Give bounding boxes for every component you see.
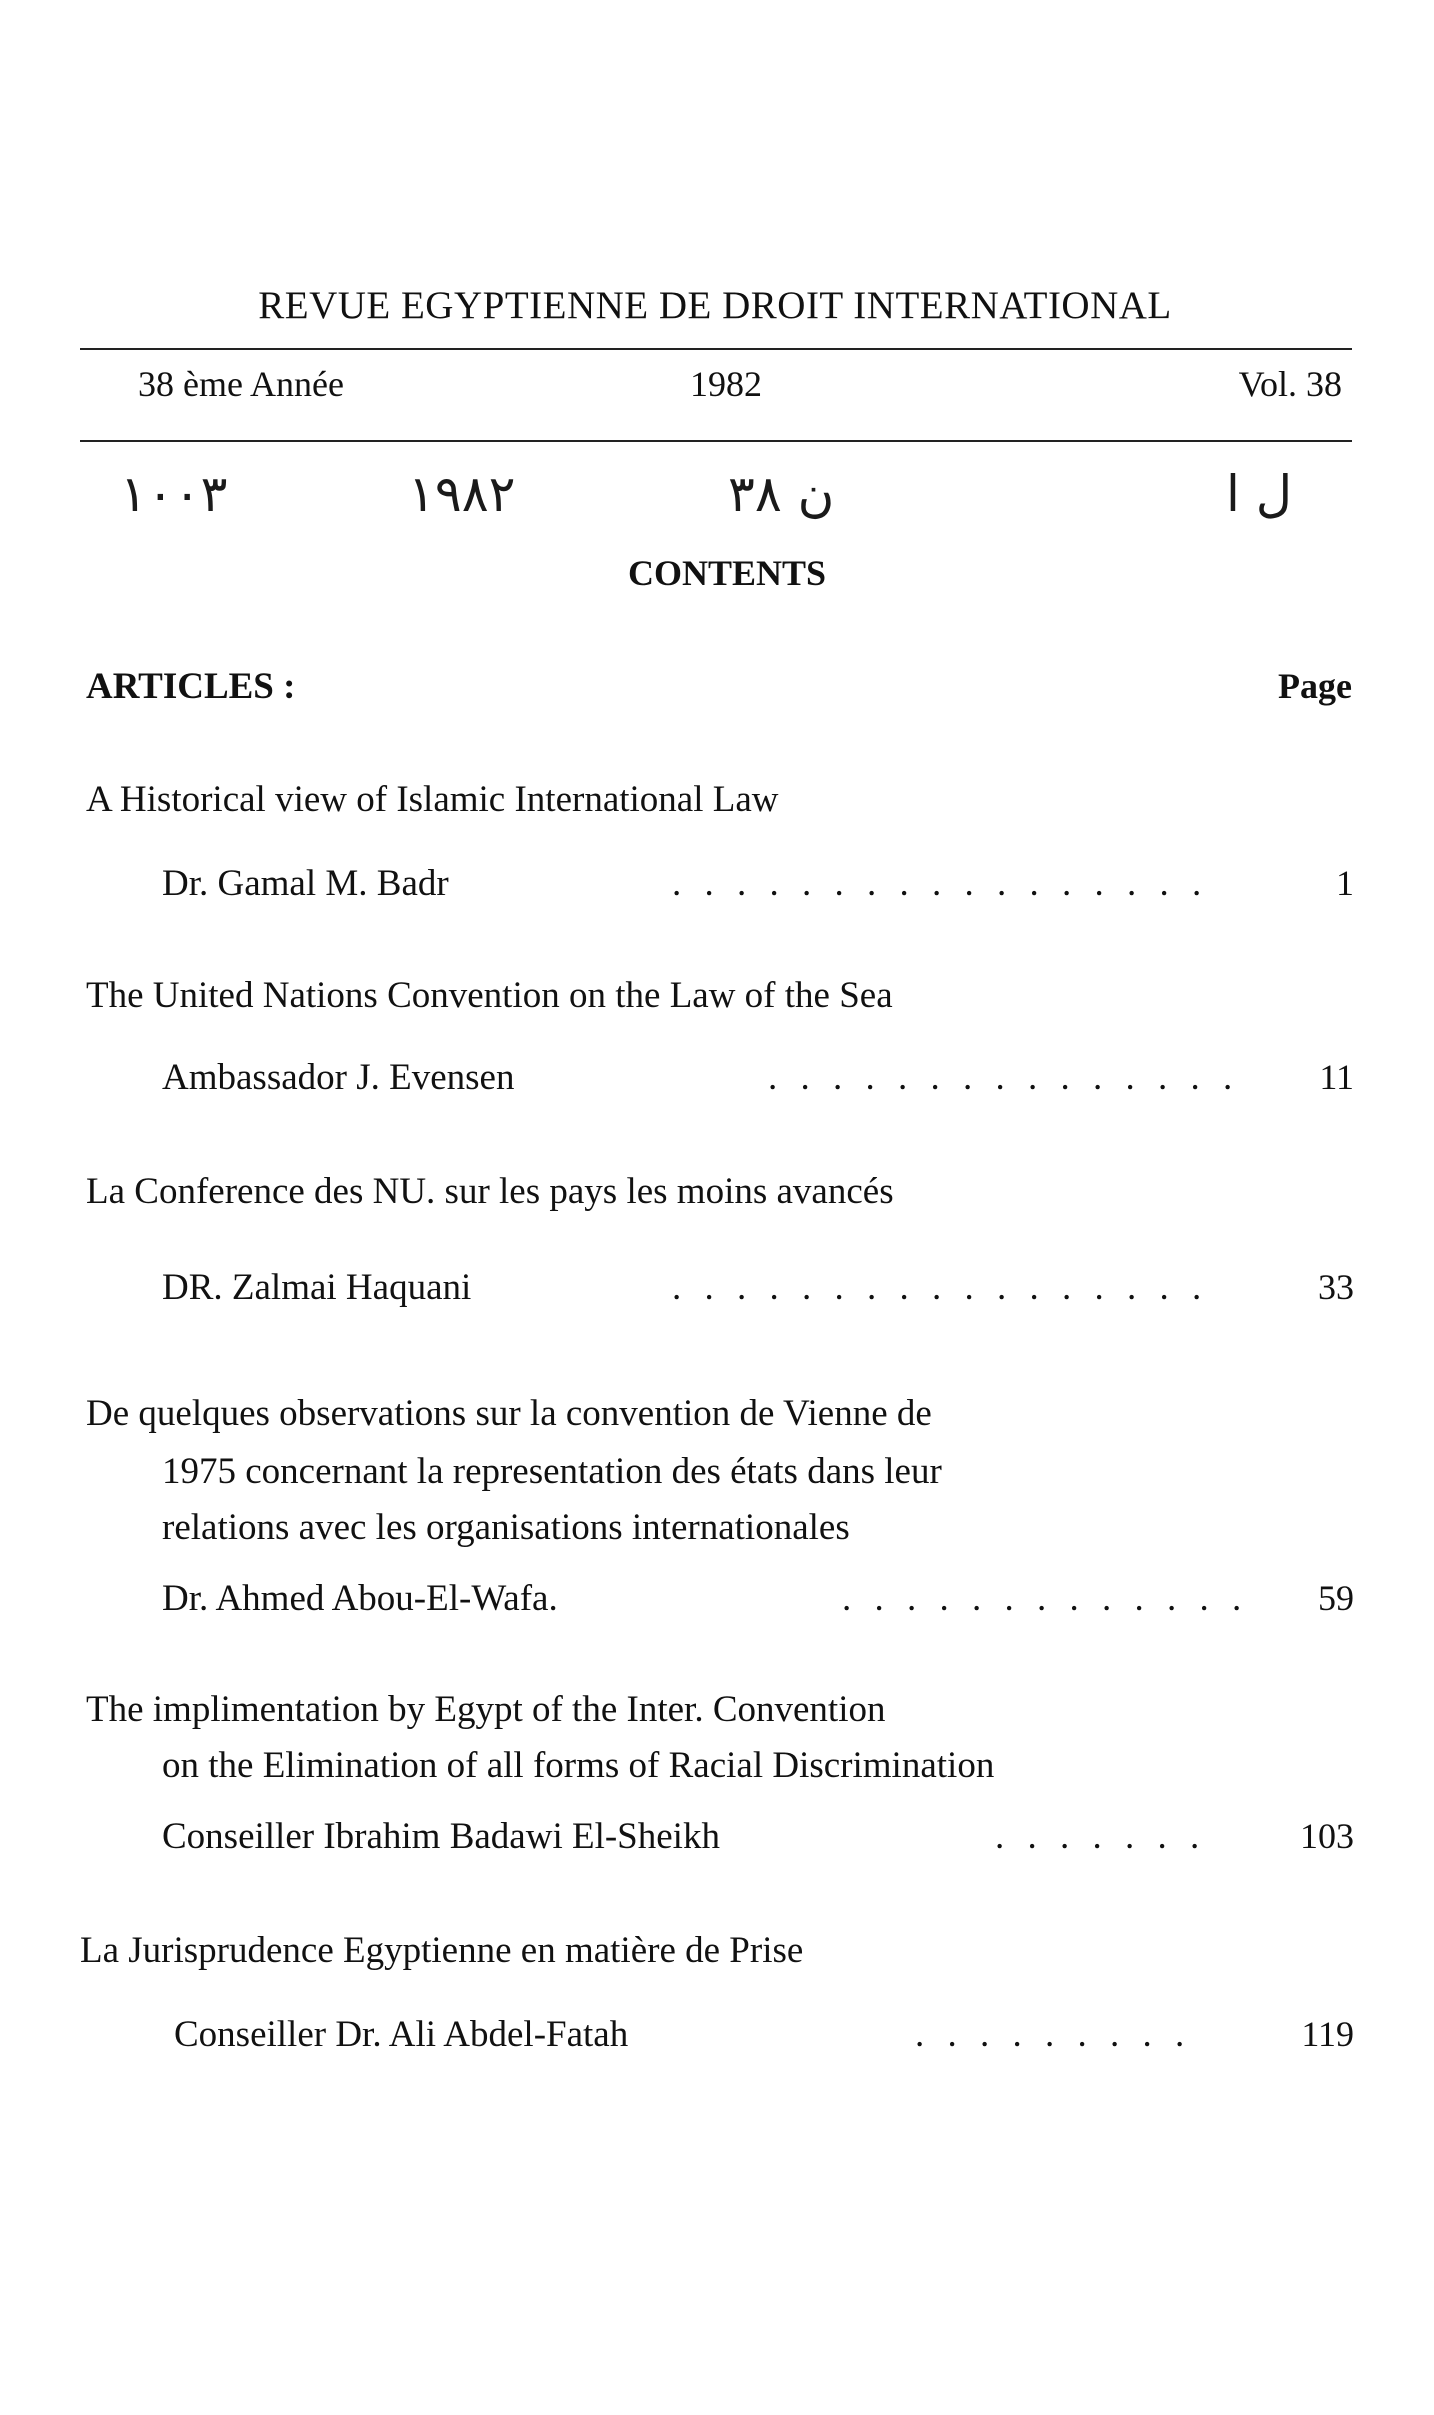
publication-year: 1982 xyxy=(690,364,762,404)
header-rule-top xyxy=(80,348,1352,350)
article-5-leader-dots: . . . . . . . xyxy=(995,1816,1207,1857)
article-6-author: Conseiller Dr. Ali Abdel-Fatah xyxy=(174,2014,629,2055)
article-4-title-line-1: De quelques observations sur la convention de Vienne de xyxy=(86,1393,932,1434)
article-2-leader-dots: . . . . . . . . . . . . . . . xyxy=(768,1057,1240,1098)
article-1-title: A Historical view of Islamic International Law xyxy=(86,779,779,820)
handwritten-note-4: ل ا xyxy=(1226,465,1293,523)
article-1-page: 1 xyxy=(1336,863,1354,903)
article-5-page: 103 xyxy=(1300,1816,1354,1856)
handwritten-note-3: ن ٣٨ xyxy=(728,465,835,523)
article-4-title-line-2: 1975 concernant la representation des états dans leur xyxy=(162,1451,942,1492)
article-3-page: 33 xyxy=(1318,1267,1354,1307)
article-1-leader-dots: . . . . . . . . . . . . . . . . . xyxy=(672,863,1209,904)
article-4-author: Dr. Ahmed Abou-El-Wafa. xyxy=(162,1578,558,1619)
articles-heading: ARTICLES : xyxy=(86,666,296,707)
article-5-title-line-1: The implimentation by Egypt of the Inter. Convention xyxy=(86,1689,886,1730)
volume-number: Vol. 38 xyxy=(1238,364,1342,404)
article-2-title: The United Nations Convention on the Law of the Sea xyxy=(86,975,893,1016)
article-1-author: Dr. Gamal M. Badr xyxy=(162,863,449,904)
article-4-title-line-3: relations avec les organisations internationales xyxy=(162,1507,850,1548)
page-column-heading: Page xyxy=(1278,666,1352,706)
handwritten-note-2: ١٩٨٢ xyxy=(408,465,516,523)
handwritten-note-1: ١٠٠٣ xyxy=(120,465,228,523)
contents-heading: CONTENTS xyxy=(627,553,827,593)
article-3-author: DR. Zalmai Haquani xyxy=(162,1267,472,1308)
article-3-leader-dots: . . . . . . . . . . . . . . . . . xyxy=(672,1267,1209,1308)
article-6-leader-dots: . . . . . . . . . xyxy=(915,2014,1192,2055)
article-5-author: Conseiller Ibrahim Badawi El-Sheikh xyxy=(162,1816,720,1857)
article-6-page: 119 xyxy=(1301,2014,1354,2054)
header-rule-bottom xyxy=(80,440,1352,442)
article-5-title-line-2: on the Elimination of all forms of Racial Discrimination xyxy=(162,1745,995,1786)
article-2-author: Ambassador J. Evensen xyxy=(162,1057,515,1098)
article-4-page: 59 xyxy=(1318,1578,1354,1618)
journal-title: REVUE EGYPTIENNE DE DROIT INTERNATIONAL xyxy=(258,284,1172,327)
article-6-title: La Jurisprudence Egyptienne en matière de Prise xyxy=(80,1930,804,1971)
article-2-page: 11 xyxy=(1319,1057,1354,1097)
year-label: 38 ème Année xyxy=(138,364,344,404)
article-4-leader-dots: . . . . . . . . . . . . . xyxy=(842,1578,1249,1619)
article-3-title: La Conference des NU. sur les pays les moins avancés xyxy=(86,1171,894,1212)
